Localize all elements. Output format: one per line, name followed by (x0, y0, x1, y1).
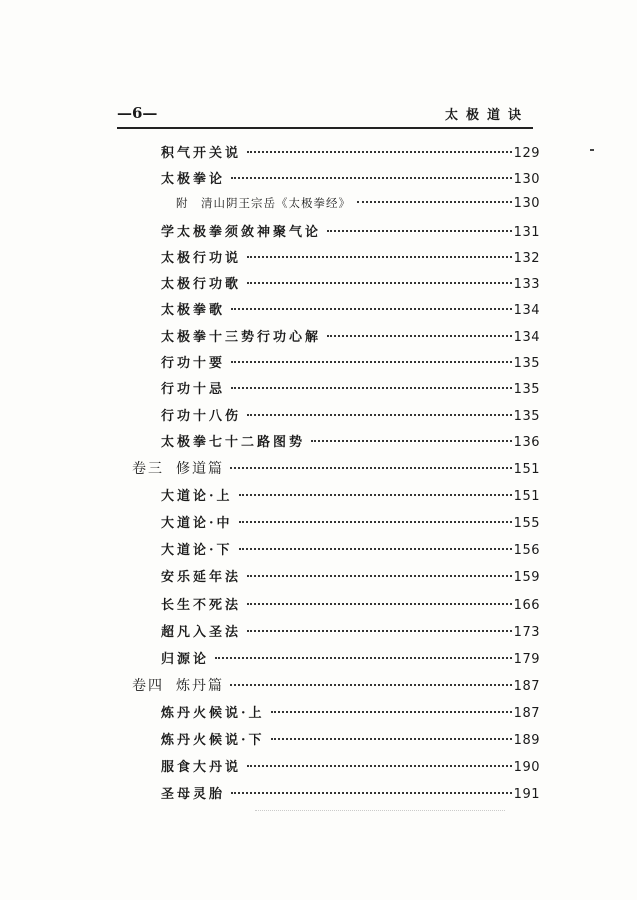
toc-entry-title: 太极拳十三势行功心解 (161, 330, 322, 345)
page-bottom-edge (255, 808, 505, 811)
toc-volume-heading (132, 675, 540, 697)
toc-entry-title: 行功十要 (161, 356, 226, 371)
toc-entry-page: 187 (513, 706, 540, 721)
toc-entry-page: 129 (513, 146, 540, 161)
toc-entry (161, 142, 540, 164)
toc-entry-page: 187 (513, 679, 540, 694)
toc-entry-title: 太极拳论 (161, 172, 226, 187)
toc-volume-number: 卷三 (132, 461, 164, 477)
toc-entry-page: 134 (513, 303, 540, 318)
toc-entry-page: 151 (513, 462, 540, 477)
toc-entry (161, 247, 540, 269)
dot-leader (239, 494, 512, 496)
dot-leader (247, 151, 512, 153)
toc-entry-title: 附 清山阴王宗岳《太极拳经》 (176, 196, 351, 210)
dot-leader (271, 711, 512, 713)
toc-entry (161, 221, 540, 243)
toc-entry-title: 太极行功说 (161, 251, 242, 266)
toc-entry (161, 485, 540, 507)
toc-entry-page: 155 (513, 516, 540, 531)
toc-entry-title: 太极拳七十二路图势 (161, 435, 306, 450)
toc-entry-page: 159 (513, 570, 540, 585)
toc-entry-page: 191 (513, 787, 540, 802)
page-number: —6— (117, 104, 158, 122)
toc-entry-title: 学太极拳须敛神聚气论 (161, 225, 322, 240)
dot-leader (327, 335, 512, 337)
running-title: 太极道诀 (444, 108, 529, 123)
dot-leader (239, 548, 512, 550)
toc-entry (161, 702, 540, 724)
dot-leader (231, 177, 512, 179)
toc-entry (176, 195, 540, 217)
toc-volume-number: 卷四 (132, 678, 164, 694)
toc-entry (161, 756, 540, 778)
toc-volume-title (132, 458, 224, 478)
toc-entry-page: 135 (513, 409, 540, 424)
toc-entry-title: 太极拳歌 (161, 303, 226, 318)
toc-volume-name: 修道篇 (176, 461, 224, 477)
dot-leader (327, 230, 512, 232)
dot-leader (271, 738, 512, 740)
toc-entry-title: 服食大丹说 (161, 760, 242, 775)
dot-leader (357, 201, 512, 203)
toc-entry (161, 512, 540, 534)
toc-entry-title: 太极行功歌 (161, 277, 242, 292)
toc-entry (161, 566, 540, 588)
dot-leader (231, 308, 512, 310)
dot-leader (230, 684, 512, 686)
toc-volume-heading (132, 458, 540, 480)
toc-entry (161, 539, 540, 561)
toc-entry-page: 130 (513, 172, 540, 187)
toc-entry (161, 729, 540, 751)
dot-leader (247, 414, 512, 416)
dot-leader (247, 630, 512, 632)
toc-entry-page: 131 (513, 225, 540, 240)
toc-entry-title: 炼丹火候说·上 (161, 706, 265, 721)
toc-entry-title: 大道论·中 (161, 516, 233, 531)
dot-leader (247, 256, 512, 258)
dot-leader (247, 282, 512, 284)
toc-entry-title: 炼丹火候说·下 (161, 733, 265, 748)
toc-entry-page: 134 (513, 330, 540, 345)
toc-entry-title: 安乐延年法 (161, 570, 242, 585)
toc-entry-page: 130 (513, 196, 540, 211)
toc-entry (161, 621, 540, 643)
toc-entry (161, 405, 540, 427)
toc-entry-title: 大道论·上 (161, 489, 233, 504)
toc-entry (161, 783, 540, 805)
dot-leader (311, 440, 512, 442)
toc-entry-title: 圣母灵胎 (161, 787, 226, 802)
toc-entry-page: 136 (513, 435, 540, 450)
toc-entry-title: 积气开关说 (161, 146, 242, 161)
dot-leader (247, 575, 512, 577)
toc-volume-title (132, 675, 224, 695)
toc-entry-page: 189 (513, 733, 540, 748)
toc-entry-title: 超凡入圣法 (161, 625, 242, 640)
dot-leader (231, 361, 512, 363)
dot-leader (247, 603, 512, 605)
toc-entry (161, 378, 540, 400)
dot-leader (231, 387, 512, 389)
toc-entry (161, 326, 540, 348)
toc-entry-page: 135 (513, 356, 540, 371)
toc-entry (161, 168, 540, 190)
toc-entry (161, 594, 540, 616)
dot-leader (230, 467, 512, 469)
toc-entry (161, 273, 540, 295)
toc-entry (161, 299, 540, 321)
dot-leader (231, 792, 512, 794)
toc-entry-page: 151 (513, 489, 540, 504)
dot-leader (215, 657, 512, 659)
toc-entry (161, 648, 540, 670)
toc-volume-name: 炼丹篇 (176, 678, 224, 694)
dot-leader (239, 521, 512, 523)
toc-entry-page: 132 (513, 251, 540, 266)
toc-entry-title: 大道论·下 (161, 543, 233, 558)
toc-entry-page: 133 (513, 277, 540, 292)
toc-entry-page: 173 (513, 625, 540, 640)
toc-entry-title: 行功十八伤 (161, 409, 242, 424)
toc-entry (161, 431, 540, 453)
toc-entry-page: 166 (513, 598, 540, 613)
toc-entry-page: 135 (513, 382, 540, 397)
toc-entry-page: 179 (513, 652, 540, 667)
toc-entry-title: 归源论 (161, 652, 210, 667)
dot-leader (247, 765, 512, 767)
toc-entry-page: 190 (513, 760, 540, 775)
toc-entry-title: 行功十忌 (161, 382, 226, 397)
toc-entry (161, 352, 540, 374)
toc-entry-page: 156 (513, 543, 540, 558)
toc-entry-title: 长生不死法 (161, 598, 242, 613)
